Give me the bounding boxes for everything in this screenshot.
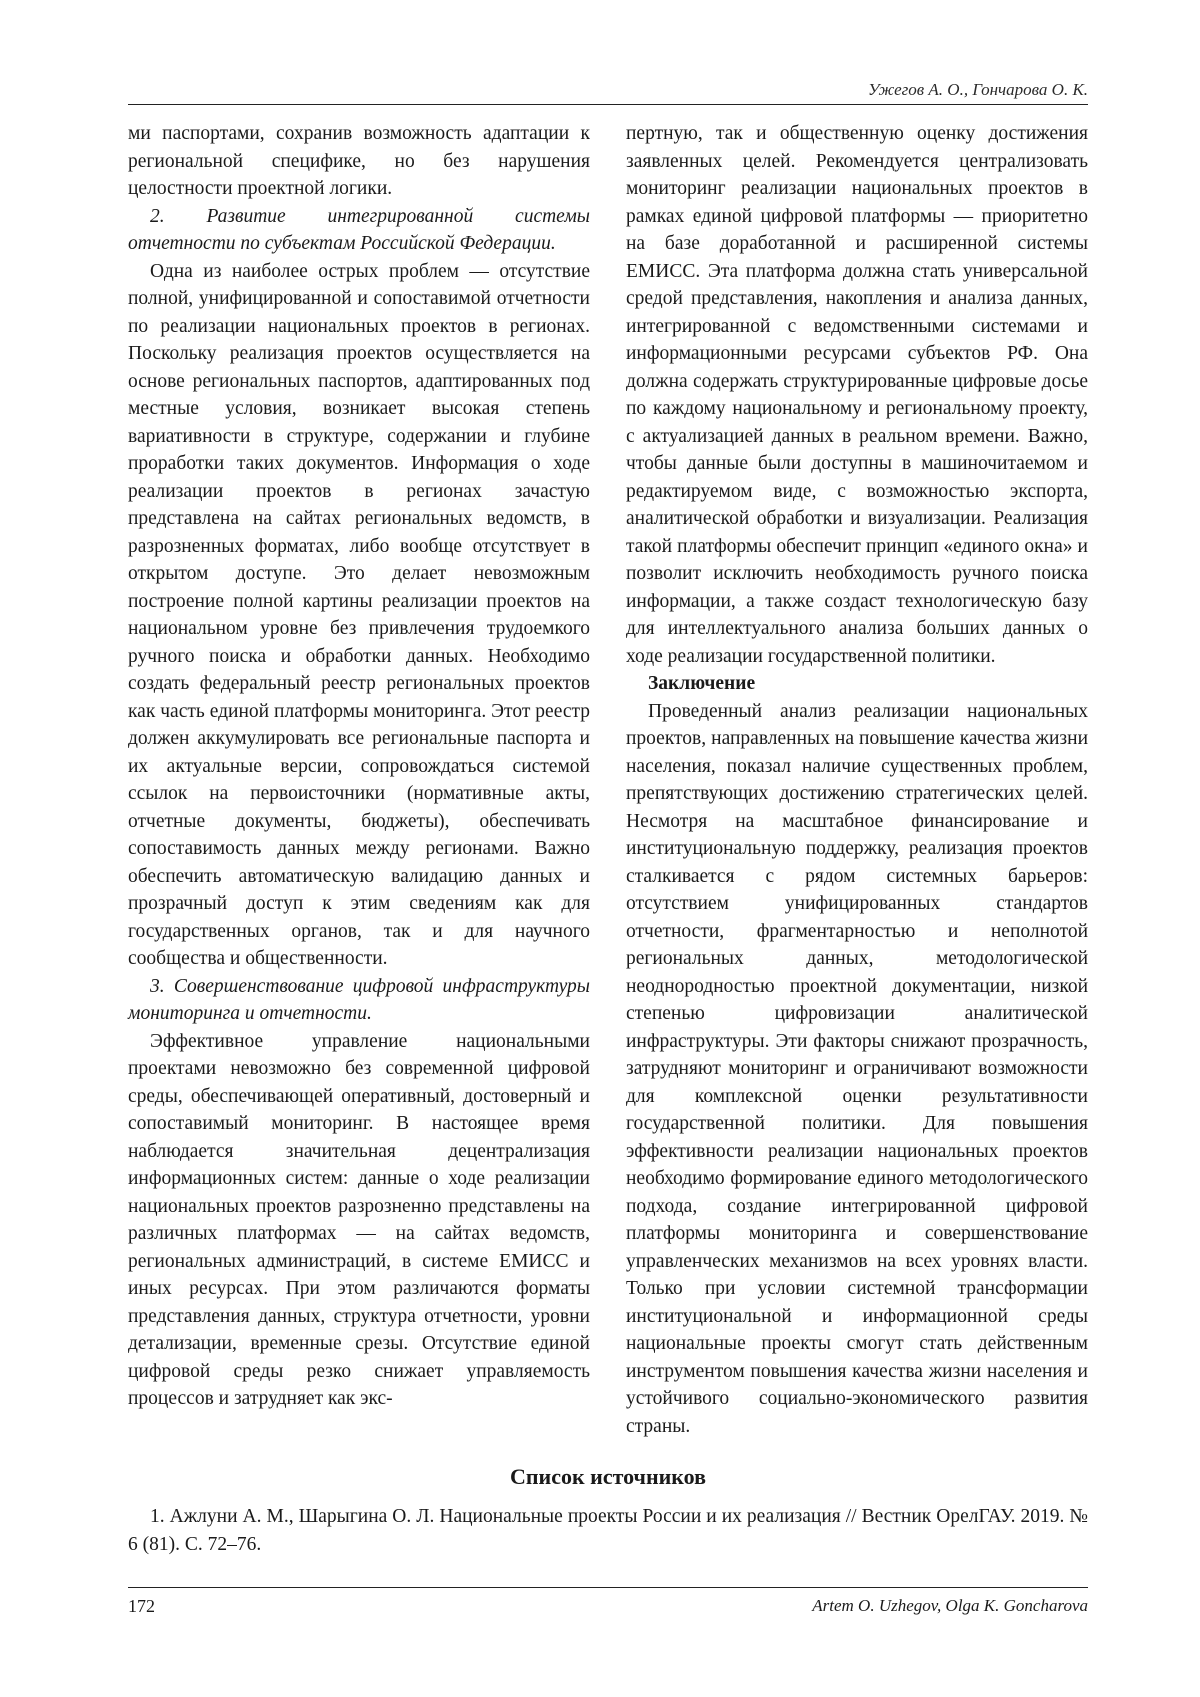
header-divider bbox=[128, 104, 1088, 105]
left-column bbox=[128, 120, 590, 1413]
references-list bbox=[128, 1503, 1088, 1558]
conclusion-paragraph: Проведенный анализ реализации национальных проектов, направленных на повышение качества жизни населения, показал наличие существенных проблем, препятствующих достижению стратегических целей. Несмотря на масштабное финансирование и институциональную поддержку, реализация проектов сталкивается с рядом системных барьеров: отсутствием унифицированных стандартов отчетности, фрагментарностью и неполнотой региональных данных, методологической неоднородностью проектной документации, низкой степенью цифровизации аналитической инфраструктуры. Эти факторы снижают прозрачность, затрудняют мониторинг и ограничивают возможности для комплексной оценки результативности государственной политики. Для повышения эффективности реализации национальных проектов необходимо формирование единого методологического подхода, создание интегрированной цифровой платформы мониторинга и совершенствование управленческих механизмов на всех уровнях власти. Только при условии системной трансформации институциональной и информационной среды национальные проекты смогут стать действенным инструментом повышения качества жизни населения и устойчивого социально-экономического развития страны. bbox=[626, 700, 1088, 1437]
right-column bbox=[626, 120, 1088, 1440]
references-title: Список источников bbox=[509, 1464, 707, 1489]
conclusion-heading: Заключение bbox=[648, 673, 756, 694]
reference-item: 1. Ажлуни А. М., Шарыгина О. Л. Национальные проекты России и их реализация // Вестник ОрелГАУ. 2019. № 6 (81). С. 72–76. bbox=[128, 1506, 1088, 1555]
running-header-authors: Ужегов А. О., Гончарова О. К. bbox=[867, 80, 1088, 99]
paragraph-continuation: пертную, так и общественную оценку достижения заявленных целей. Рекомендуется централизовать мониторинг реализации национальных проектов в рамках единой цифровой платформы — приоритетно на базе доработанной и расширенной системы ЕМИСС. Эта платформа должна стать универсальной средой представления, накопления и анализа данных, интегрированной с ведомственными системами и информационными ресурсами субъектов РФ. Она должна содержать структурированные цифровые досье по каждому национальному и региональному проекту, с актуализацией данных в реальном времени. Важно, чтобы данные были доступны в машиночитаемом и редактируемом виде, с возможностью экспорта, аналитической обработки и визуализации. Реализация такой платформы обеспечит принцип «единого окна» и позволит исключить необходимость ручного поиска информации, а также создаст технологическую базу для интеллектуального анализа больших данных о ходе реализации государственной политики. bbox=[626, 123, 1088, 667]
section-heading-2: 2. Развитие интегрированной системы отчетности по субъектам Российской Федерации. bbox=[128, 205, 590, 254]
footer-authors: Artem O. Uzhegov, Olga K. Goncharova bbox=[812, 1596, 1088, 1615]
paragraph: Одна из наиболее острых проблем — отсутствие полной, унифицированной и сопоставимой отчетности по реализации национальных проектов в регионах. Поскольку реализация проектов осуществляется на основе региональных паспортов, адаптированных под местные условия, возникает высокая степень вариативности в структуре, содержании и глубине проработки таких документов. Информация о ходе реализации проектов в регионах зачастую представлена на сайтах региональных ведомств, в разрозненных форматах, либо вообще отсутствует в открытом доступе. Это делает невозможным построение полной картины реализации проектов на национальном уровне без привлечения трудоемкого ручного поиска и обработки данных. Необходимо создать федеральный реестр региональных проектов как часть единой платформы мониторинга. Этот реестр должен аккумулировать все региональные паспорта и их актуальные версии, сопровождаться системой ссылок на первоисточники (нормативные акты, отчетные документы, бюджеты), обеспечивать сопоставимость данных между регионами. Важно обеспечить автоматическую валидацию данных и прозрачный доступ к этим сведениям как для государственных органов, так и для научного сообщества и общественности. bbox=[128, 260, 590, 969]
paragraph: Эффективное управление национальными проектами невозможно без современной цифровой среды, обеспечивающей оперативный, достоверный и сопоставимый мониторинг. В настоящее время наблюдается значительная децентрализация информационных систем: данные о ходе реализации национальных проектов разрозненно представлены на различных платформах — на сайтах ведомств, региональных администраций, в системе ЕМИСС и иных ресурсах. При этом различаются форматы представления данных, структура отчетности, уровни детализации, временные срезы. Отсутствие единой цифровой среды резко снижает управляемость процессов и затрудняет как экс- bbox=[128, 1030, 590, 1409]
page-number: 172 bbox=[128, 1596, 155, 1616]
page-footer bbox=[128, 1595, 1088, 1617]
footer-divider bbox=[128, 1587, 1088, 1588]
section-heading-3: 3. Совершенствование цифровой инфраструктуры мониторинга и отчетности. bbox=[128, 975, 590, 1024]
paragraph-continuation: ми паспортами, сохранив возможность адаптации к региональной специфике, но без нарушения целостности проектной логики. bbox=[128, 123, 590, 199]
